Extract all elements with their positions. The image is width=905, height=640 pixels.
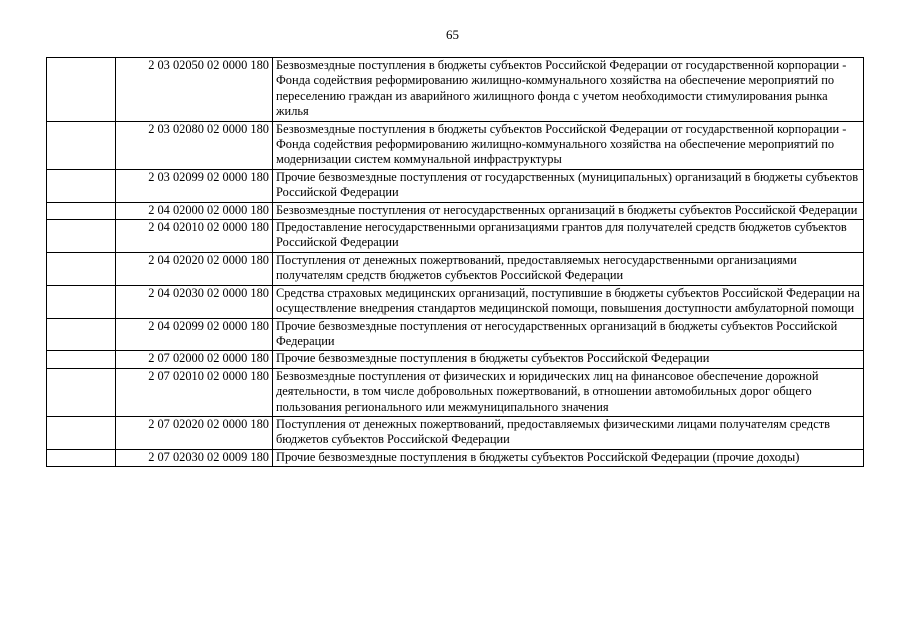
- table-row: [47, 202, 864, 219]
- budget-code-cell: 2 07 02010 02 0000 180: [116, 368, 273, 416]
- table-row: [47, 368, 864, 416]
- admin-code-cell: [47, 318, 116, 351]
- budget-code-cell: 2 07 02020 02 0000 180: [116, 416, 273, 449]
- revenue-name-cell: Безвозмездные поступления в бюджеты субъектов Российской Федерации от государственной корпорации - Фонда содействия реформированию жилищно-коммунального хозяйства на обеспечение мероприятий по переселению граждан из аварийного жилищного фонда с учетом необходимости стимулирования рынка жилья: [273, 58, 864, 122]
- table-row: [47, 121, 864, 169]
- budget-code-cell: 2 07 02030 02 0009 180: [116, 449, 273, 466]
- revenue-name-cell: Безвозмездные поступления в бюджеты субъектов Российской Федерации от государственной корпорации - Фонда содействия реформированию жилищно-коммунального хозяйства на обеспечение мероприятий по модернизации систем коммунальной инфраструктуры: [273, 121, 864, 169]
- budget-code-cell: 2 03 02050 02 0000 180: [116, 58, 273, 122]
- revenue-name-cell: Средства страховых медицинских организаций, поступившие в бюджеты субъектов Российской Федерации на осуществление внедрения стандартов медицинской помощи, повышения доступности амбулаторной помощи: [273, 285, 864, 318]
- admin-code-cell: [47, 58, 116, 122]
- admin-code-cell: [47, 351, 116, 368]
- page-number: 65: [446, 27, 459, 42]
- admin-code-cell: [47, 202, 116, 219]
- table-row: [47, 449, 864, 466]
- table-row: [47, 220, 864, 253]
- revenue-name-cell: Предоставление негосударственными организациями грантов для получателей средств бюджетов субъектов Российской Федерации: [273, 220, 864, 253]
- budget-code-cell: 2 07 02000 02 0000 180: [116, 351, 273, 368]
- budget-code-cell: 2 04 02010 02 0000 180: [116, 220, 273, 253]
- admin-code-cell: [47, 285, 116, 318]
- revenue-name-cell: Прочие безвозмездные поступления в бюджеты субъектов Российской Федерации: [273, 351, 864, 368]
- admin-code-cell: [47, 368, 116, 416]
- admin-code-cell: [47, 252, 116, 285]
- budget-code-cell: 2 04 02030 02 0000 180: [116, 285, 273, 318]
- admin-code-cell: [47, 416, 116, 449]
- revenue-name-cell: Прочие безвозмездные поступления от негосударственных организаций в бюджеты субъектов Российской Федерации: [273, 318, 864, 351]
- revenue-name-cell: Прочие безвозмездные поступления в бюджеты субъектов Российской Федерации (прочие доходы): [273, 449, 864, 466]
- table-row: [47, 318, 864, 351]
- budget-code-cell: 2 04 02000 02 0000 180: [116, 202, 273, 219]
- table-body: [47, 58, 864, 467]
- revenue-name-cell: Поступления от денежных пожертвований, предоставляемых негосударственными организациями получателям средств бюджетов субъектов Российской Федерации: [273, 252, 864, 285]
- table-row: [47, 58, 864, 122]
- table-row: [47, 252, 864, 285]
- budget-code-cell: 2 03 02099 02 0000 180: [116, 169, 273, 202]
- admin-code-cell: [47, 449, 116, 466]
- revenue-name-cell: Безвозмездные поступления от негосударственных организаций в бюджеты субъектов Российской Федерации: [273, 202, 864, 219]
- table-row: [47, 285, 864, 318]
- admin-code-cell: [47, 121, 116, 169]
- budget-code-cell: 2 04 02020 02 0000 180: [116, 252, 273, 285]
- table-row: [47, 416, 864, 449]
- table-row: [47, 351, 864, 368]
- revenue-name-cell: Безвозмездные поступления от физических и юридических лиц на финансовое обеспечение дорожной деятельности, в том числе добровольных пожертвований, в отношении автомобильных дорог общего пользования регионального или межмуниципального значения: [273, 368, 864, 416]
- revenue-name-cell: Прочие безвозмездные поступления от государственных (муниципальных) организаций в бюджеты субъектов Российской Федерации: [273, 169, 864, 202]
- admin-code-cell: [47, 169, 116, 202]
- revenue-name-cell: Поступления от денежных пожертвований, предоставляемых физическими лицами получателям средств бюджетов субъектов Российской Федерации: [273, 416, 864, 449]
- budget-code-cell: 2 04 02099 02 0000 180: [116, 318, 273, 351]
- admin-code-cell: [47, 220, 116, 253]
- table-row: [47, 169, 864, 202]
- budget-code-cell: 2 03 02080 02 0000 180: [116, 121, 273, 169]
- revenue-codes-table: [46, 57, 864, 467]
